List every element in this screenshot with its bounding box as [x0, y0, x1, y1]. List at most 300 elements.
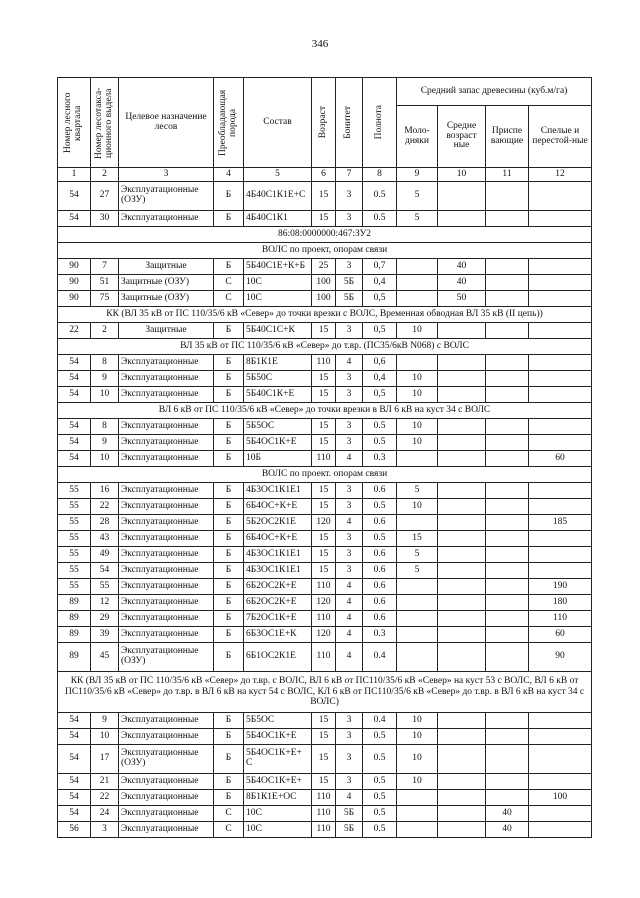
cell-middle-stock [438, 563, 486, 579]
table-row [58, 275, 592, 291]
table-row [58, 729, 592, 745]
table-row [58, 531, 592, 547]
section-header-row [58, 243, 592, 259]
cell-purpose: Эксплуатационные [119, 211, 214, 227]
cell-density: 0.6 [363, 483, 397, 499]
cell-middle-stock [438, 643, 486, 672]
cell-purpose: Эксплуатационные [119, 563, 214, 579]
table-row [58, 595, 592, 611]
table-body [58, 182, 592, 838]
cell-unit: 28 [91, 515, 119, 531]
table-row [58, 291, 592, 307]
cell-quarter: 54 [58, 451, 91, 467]
cell-site-class: 3 [336, 547, 363, 563]
cell-purpose: Защитные (ОЗУ) [119, 275, 214, 291]
table-row [58, 643, 592, 672]
cell-site-class: 3 [336, 483, 363, 499]
cell-site-class: 4 [336, 515, 363, 531]
cell-age: 15 [312, 483, 336, 499]
cell-purpose: Эксплуатационные [119, 371, 214, 387]
cell-unit: 21 [91, 774, 119, 790]
cell-maturing-stock [486, 275, 529, 291]
cell-density: 0.5 [363, 531, 397, 547]
section-title: ВОЛС по проект. опорам связи [58, 467, 592, 483]
table-row [58, 822, 592, 838]
cell-young-stock [397, 579, 438, 595]
cell-age: 100 [312, 291, 336, 307]
cell-middle-stock [438, 419, 486, 435]
cell-mature-stock [529, 211, 592, 227]
cell-purpose: Эксплуатационные [119, 419, 214, 435]
cell-purpose: Эксплуатационные [119, 531, 214, 547]
column-number: 5 [244, 168, 312, 182]
cell-young-stock: 10 [397, 419, 438, 435]
cell-young-stock: 5 [397, 547, 438, 563]
section-header-row [58, 672, 592, 713]
table-row [58, 611, 592, 627]
cell-unit: 22 [91, 790, 119, 806]
cell-young-stock [397, 806, 438, 822]
cell-density: 0.6 [363, 595, 397, 611]
cell-composition: 10С [244, 275, 312, 291]
cell-site-class: 3 [336, 419, 363, 435]
column-number: 12 [529, 168, 592, 182]
cell-young-stock [397, 790, 438, 806]
cell-middle-stock [438, 627, 486, 643]
cell-maturing-stock [486, 563, 529, 579]
table-row [58, 790, 592, 806]
cell-age: 120 [312, 627, 336, 643]
cell-middle-stock [438, 822, 486, 838]
cell-middle-stock [438, 211, 486, 227]
cell-quarter: 90 [58, 259, 91, 275]
cell-density: 0.3 [363, 451, 397, 467]
cell-mature-stock [529, 435, 592, 451]
cell-maturing-stock [486, 499, 529, 515]
cell-unit: 55 [91, 579, 119, 595]
cell-age: 15 [312, 774, 336, 790]
cell-species: С [214, 275, 244, 291]
cell-age: 110 [312, 579, 336, 595]
column-number: 3 [119, 168, 214, 182]
cell-maturing-stock [486, 387, 529, 403]
cell-middle-stock [438, 182, 486, 211]
cell-maturing-stock [486, 627, 529, 643]
cell-purpose: Эксплуатационные (ОЗУ) [119, 182, 214, 211]
cell-species: Б [214, 499, 244, 515]
cell-site-class: 3 [336, 259, 363, 275]
cell-site-class: 3 [336, 745, 363, 774]
cell-quarter: 55 [58, 531, 91, 547]
cell-species: Б [214, 211, 244, 227]
cell-composition: 4Б40С1К1 [244, 211, 312, 227]
cell-site-class: 4 [336, 451, 363, 467]
cell-maturing-stock [486, 451, 529, 467]
cell-quarter: 55 [58, 547, 91, 563]
header-dominant-species: Преобладающая порода [214, 78, 244, 168]
cell-unit: 10 [91, 387, 119, 403]
header-maturing: Приспе вающие [486, 106, 529, 168]
cell-species: Б [214, 547, 244, 563]
cell-mature-stock [529, 291, 592, 307]
cell-mature-stock [529, 323, 592, 339]
cell-purpose: Защитные (ОЗУ) [119, 291, 214, 307]
cell-purpose: Эксплуатационные (ОЗУ) [119, 643, 214, 672]
cell-species: Б [214, 713, 244, 729]
cell-purpose: Эксплуатационные [119, 499, 214, 515]
cell-composition: 10Б [244, 451, 312, 467]
section-header-row [58, 307, 592, 323]
cell-density: 0.6 [363, 611, 397, 627]
cell-quarter: 54 [58, 211, 91, 227]
cell-young-stock [397, 355, 438, 371]
cell-young-stock: 10 [397, 499, 438, 515]
cell-quarter: 55 [58, 499, 91, 515]
cell-purpose: Эксплуатационные [119, 595, 214, 611]
cell-middle-stock [438, 371, 486, 387]
cell-unit: 2 [91, 323, 119, 339]
cell-density: 0,5 [363, 323, 397, 339]
cell-composition: 8Б1К1Е [244, 355, 312, 371]
cell-species: Б [214, 627, 244, 643]
cell-purpose: Защитные [119, 323, 214, 339]
table-row [58, 579, 592, 595]
cell-site-class: 3 [336, 387, 363, 403]
cell-mature-stock [529, 259, 592, 275]
table-row [58, 547, 592, 563]
cell-quarter: 54 [58, 774, 91, 790]
header-age: Возраст [312, 78, 336, 168]
cell-quarter: 54 [58, 371, 91, 387]
cell-site-class: 5Б [336, 275, 363, 291]
cell-composition: 10С [244, 291, 312, 307]
cell-mature-stock: 110 [529, 611, 592, 627]
cell-quarter: 54 [58, 790, 91, 806]
cell-site-class: 4 [336, 579, 363, 595]
cell-middle-stock [438, 547, 486, 563]
cell-composition: 8Б1К1Е+ОС [244, 790, 312, 806]
header-average-stock: Средний запас древесины (куб.м/га) [397, 78, 592, 106]
cell-mature-stock: 100 [529, 790, 592, 806]
cell-maturing-stock [486, 611, 529, 627]
table-row [58, 515, 592, 531]
column-number-row [58, 168, 592, 182]
cell-purpose: Эксплуатационные [119, 579, 214, 595]
table-row [58, 259, 592, 275]
cell-density: 0.6 [363, 579, 397, 595]
cell-density: 0.5 [363, 419, 397, 435]
cell-maturing-stock [486, 419, 529, 435]
cell-young-stock [397, 611, 438, 627]
cell-age: 15 [312, 499, 336, 515]
cell-purpose: Эксплуатационные [119, 355, 214, 371]
cell-unit: 29 [91, 611, 119, 627]
cell-mature-stock: 60 [529, 451, 592, 467]
cell-unit: 8 [91, 419, 119, 435]
cell-maturing-stock [486, 211, 529, 227]
cell-composition: 5Б4ОС1К+Е+ С [244, 745, 312, 774]
cell-age: 120 [312, 595, 336, 611]
cell-maturing-stock [486, 595, 529, 611]
cell-site-class: 3 [336, 211, 363, 227]
cell-age: 15 [312, 419, 336, 435]
cell-purpose: Эксплуатационные [119, 483, 214, 499]
cell-purpose: Эксплуатационные [119, 435, 214, 451]
cell-density: 0,7 [363, 259, 397, 275]
cell-age: 110 [312, 355, 336, 371]
cell-young-stock [397, 595, 438, 611]
cell-composition: 7Б2ОС1К+Е [244, 611, 312, 627]
cell-age: 15 [312, 745, 336, 774]
cell-quarter: 89 [58, 595, 91, 611]
cell-species: Б [214, 371, 244, 387]
cell-quarter: 90 [58, 275, 91, 291]
table-row [58, 499, 592, 515]
cell-mature-stock [529, 774, 592, 790]
cell-composition: 10С [244, 822, 312, 838]
cell-quarter: 54 [58, 435, 91, 451]
header-composition: Состав [244, 78, 312, 168]
table-row [58, 774, 592, 790]
cell-young-stock [397, 259, 438, 275]
cell-middle-stock: 50 [438, 291, 486, 307]
table-row [58, 806, 592, 822]
cell-composition: 5Б50С [244, 371, 312, 387]
cell-middle-stock [438, 355, 486, 371]
cell-young-stock: 5 [397, 211, 438, 227]
cell-density: 0.5 [363, 182, 397, 211]
cell-young-stock: 10 [397, 729, 438, 745]
cell-composition: 5Б4ОС1К+Е [244, 435, 312, 451]
cell-quarter: 54 [58, 355, 91, 371]
table-row [58, 371, 592, 387]
cell-mature-stock [529, 563, 592, 579]
cell-species: Б [214, 531, 244, 547]
cell-maturing-stock [486, 323, 529, 339]
section-header-row [58, 403, 592, 419]
cell-middle-stock [438, 483, 486, 499]
cell-mature-stock [529, 355, 592, 371]
cell-mature-stock [529, 806, 592, 822]
cell-unit: 8 [91, 355, 119, 371]
cell-species: С [214, 291, 244, 307]
cell-purpose: Эксплуатационные [119, 547, 214, 563]
cell-site-class: 3 [336, 729, 363, 745]
cell-composition: 5Б2ОС2К1Е [244, 515, 312, 531]
column-number: 2 [91, 168, 119, 182]
cell-unit: 9 [91, 713, 119, 729]
cell-quarter: 54 [58, 419, 91, 435]
cell-mature-stock [529, 419, 592, 435]
table-row [58, 419, 592, 435]
cell-middle-stock [438, 611, 486, 627]
cell-quarter: 55 [58, 563, 91, 579]
section-title: ВЛ 35 кВ от ПС 110/35/6 кВ «Север» до т.вр. (ПС35/6кВ N068) с ВОЛС [58, 339, 592, 355]
page-number: 346 [311, 38, 329, 50]
cell-unit: 12 [91, 595, 119, 611]
cell-maturing-stock [486, 371, 529, 387]
cell-unit: 54 [91, 563, 119, 579]
table-row [58, 387, 592, 403]
cell-species: Б [214, 355, 244, 371]
cell-site-class: 3 [336, 531, 363, 547]
cell-mature-stock [529, 713, 592, 729]
cell-density: 0.3 [363, 627, 397, 643]
cell-density: 0.5 [363, 211, 397, 227]
cell-middle-stock [438, 531, 486, 547]
cell-unit: 7 [91, 259, 119, 275]
cell-mature-stock [529, 371, 592, 387]
header-taxation-unit: Номер лесотакса-ционного выдела [91, 78, 119, 168]
cell-density: 0.4 [363, 713, 397, 729]
section-title: ВЛ 6 кВ от ПС 110/35/6 кВ «Север» до точки врезки в ВЛ 6 кВ на куст 34 с ВОЛС [58, 403, 592, 419]
cell-mature-stock [529, 483, 592, 499]
section-header-row [58, 227, 592, 243]
cell-purpose: Эксплуатационные [119, 774, 214, 790]
cell-young-stock: 10 [397, 745, 438, 774]
table-row [58, 435, 592, 451]
cell-maturing-stock [486, 531, 529, 547]
cell-middle-stock: 40 [438, 259, 486, 275]
cell-mature-stock [529, 745, 592, 774]
cell-age: 15 [312, 182, 336, 211]
table-row [58, 323, 592, 339]
cell-unit: 27 [91, 182, 119, 211]
section-title: 86:08:0000000:467:ЗУ2 [58, 227, 592, 243]
cell-maturing-stock [486, 355, 529, 371]
cell-mature-stock [529, 547, 592, 563]
cell-unit: 24 [91, 806, 119, 822]
header-young: Моло-дняки [397, 106, 438, 168]
cell-mature-stock: 190 [529, 579, 592, 595]
cell-density: 0.6 [363, 515, 397, 531]
cell-mature-stock [529, 387, 592, 403]
cell-site-class: 3 [336, 371, 363, 387]
cell-density: 0.5 [363, 729, 397, 745]
cell-unit: 51 [91, 275, 119, 291]
cell-purpose: Эксплуатационные [119, 806, 214, 822]
cell-density: 0.5 [363, 822, 397, 838]
cell-age: 15 [312, 371, 336, 387]
cell-mature-stock: 90 [529, 643, 592, 672]
table-row [58, 745, 592, 774]
cell-site-class: 5Б [336, 822, 363, 838]
cell-middle-stock [438, 713, 486, 729]
header-mature: Спелые и перестой-ные [529, 106, 592, 168]
cell-mature-stock [529, 182, 592, 211]
cell-quarter: 54 [58, 387, 91, 403]
cell-species: Б [214, 643, 244, 672]
cell-middle-stock [438, 729, 486, 745]
table-row [58, 713, 592, 729]
cell-young-stock: 5 [397, 182, 438, 211]
cell-young-stock [397, 627, 438, 643]
section-header-row [58, 467, 592, 483]
column-number: 7 [336, 168, 363, 182]
cell-unit: 39 [91, 627, 119, 643]
cell-young-stock [397, 451, 438, 467]
cell-species: Б [214, 483, 244, 499]
cell-quarter: 89 [58, 643, 91, 672]
cell-middle-stock [438, 515, 486, 531]
cell-quarter: 55 [58, 579, 91, 595]
cell-composition: 6Б1ОС2К1Е [244, 643, 312, 672]
cell-unit: 49 [91, 547, 119, 563]
cell-site-class: 4 [336, 595, 363, 611]
column-number: 10 [438, 168, 486, 182]
cell-density: 0.5 [363, 499, 397, 515]
cell-maturing-stock [486, 515, 529, 531]
cell-site-class: 5Б [336, 291, 363, 307]
cell-maturing-stock [486, 483, 529, 499]
cell-density: 0.5 [363, 774, 397, 790]
cell-unit: 45 [91, 643, 119, 672]
cell-young-stock: 10 [397, 371, 438, 387]
cell-composition: 10С [244, 806, 312, 822]
table-row [58, 627, 592, 643]
cell-purpose: Эксплуатационные [119, 790, 214, 806]
cell-maturing-stock [486, 259, 529, 275]
cell-middle-stock [438, 387, 486, 403]
cell-purpose: Эксплуатационные [119, 611, 214, 627]
cell-middle-stock [438, 323, 486, 339]
cell-young-stock [397, 643, 438, 672]
cell-age: 15 [312, 211, 336, 227]
cell-age: 110 [312, 611, 336, 627]
cell-species: Б [214, 745, 244, 774]
cell-density: 0.5 [363, 806, 397, 822]
cell-composition: 5Б40С1Е+К+Б [244, 259, 312, 275]
cell-young-stock [397, 275, 438, 291]
cell-species: Б [214, 579, 244, 595]
cell-quarter: 54 [58, 713, 91, 729]
cell-site-class: 4 [336, 611, 363, 627]
cell-middle-stock [438, 745, 486, 774]
table-row [58, 451, 592, 467]
cell-purpose: Эксплуатационные [119, 451, 214, 467]
table-row [58, 211, 592, 227]
cell-maturing-stock [486, 729, 529, 745]
cell-composition: 5Б5ОС [244, 419, 312, 435]
cell-unit: 16 [91, 483, 119, 499]
section-title: ВОЛС по проект, опорам связи [58, 243, 592, 259]
cell-species: Б [214, 595, 244, 611]
section-title: КК (ВЛ 35 кВ от ПС 110/35/6 кВ «Север» до т.вр. с ВОЛС, ВЛ 6 кВ от ПС110/35/6 кВ «Север» на куст 53 с ВОЛС, ВЛ 6 кВ от ПС110/35/6 кВ «Север» до т.вр. в ВЛ 6 кВ на куст 54 с ВОЛС, КЛ 6 кВ от ПС110/35/6 кВ «Север» до т.вр. в ВЛ 6 кВ на куст 34 с ВОЛС) [58, 672, 592, 713]
cell-purpose: Эксплуатационные [119, 822, 214, 838]
cell-maturing-stock: 40 [486, 822, 529, 838]
cell-purpose: Эксплуатационные [119, 387, 214, 403]
cell-composition: 4Б3ОС1К1Е1 [244, 563, 312, 579]
cell-site-class: 3 [336, 774, 363, 790]
cell-density: 0.6 [363, 547, 397, 563]
cell-density: 0.5 [363, 435, 397, 451]
cell-young-stock: 5 [397, 483, 438, 499]
cell-quarter: 55 [58, 483, 91, 499]
cell-density: 0.4 [363, 643, 397, 672]
cell-mature-stock [529, 729, 592, 745]
cell-purpose: Эксплуатационные (ОЗУ) [119, 745, 214, 774]
cell-quarter: 54 [58, 729, 91, 745]
cell-site-class: 3 [336, 323, 363, 339]
cell-age: 15 [312, 435, 336, 451]
cell-young-stock: 10 [397, 713, 438, 729]
cell-age: 25 [312, 259, 336, 275]
cell-age: 110 [312, 822, 336, 838]
cell-composition: 6Б2ОС2К+Е [244, 579, 312, 595]
cell-maturing-stock [486, 435, 529, 451]
cell-age: 15 [312, 531, 336, 547]
cell-purpose: Защитные [119, 259, 214, 275]
